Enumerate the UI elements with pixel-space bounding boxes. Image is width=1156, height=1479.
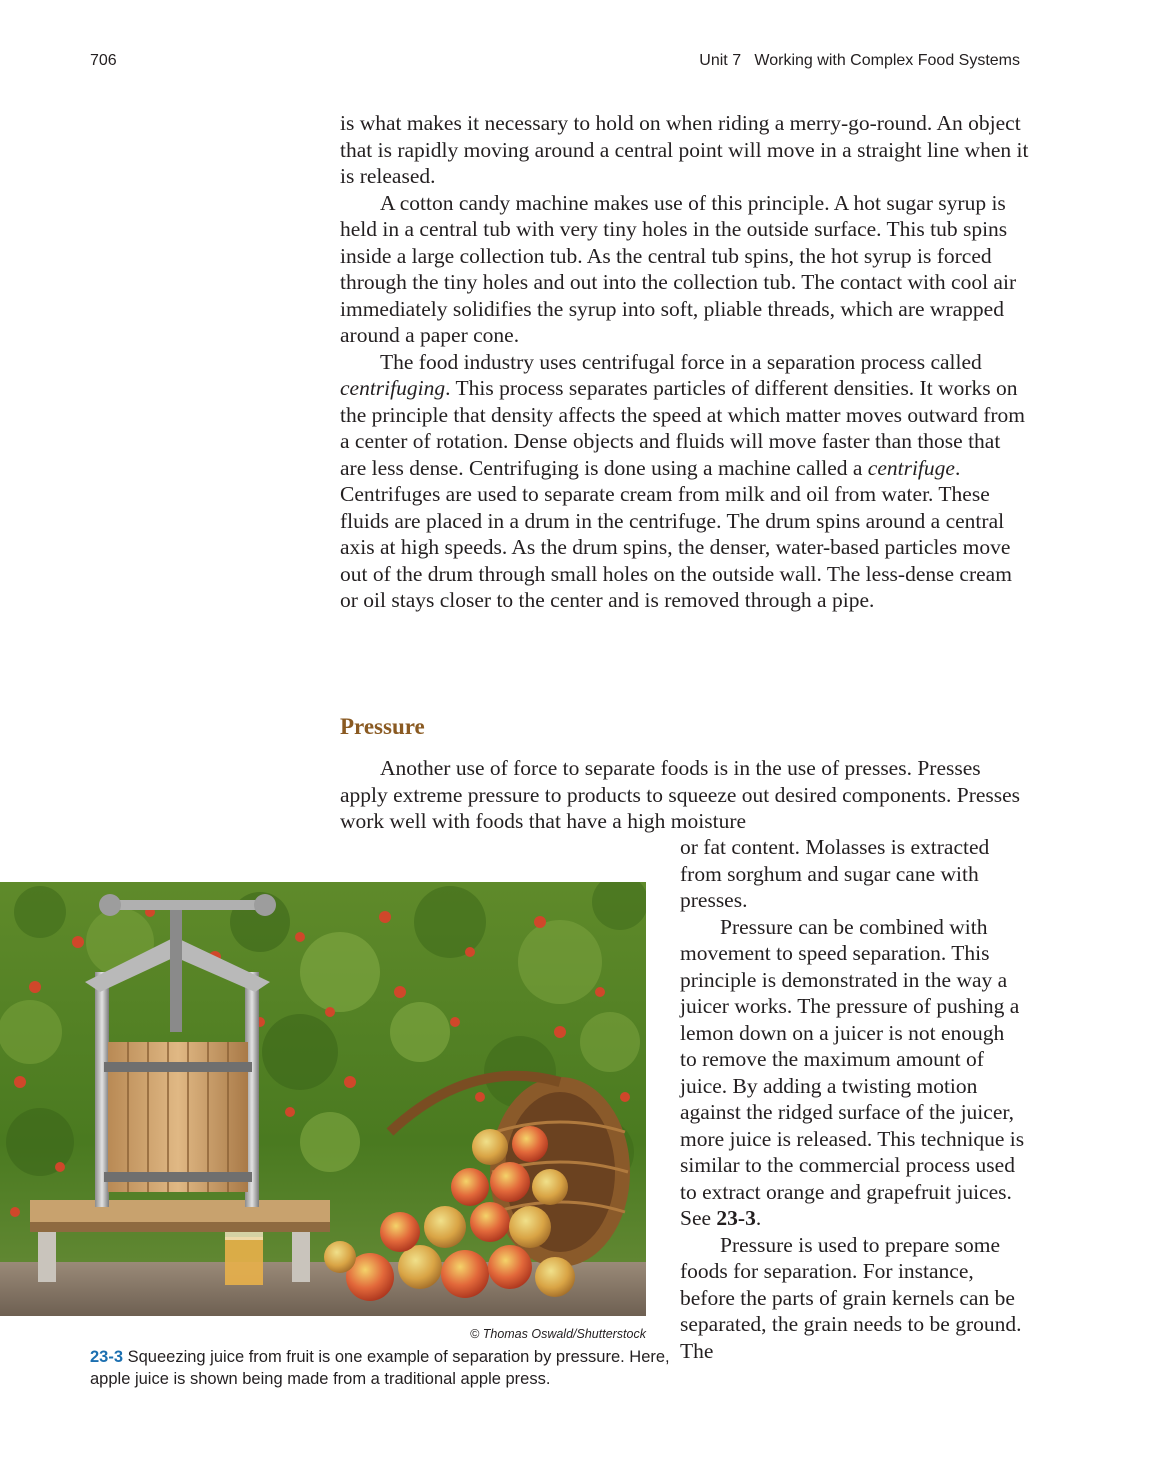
paragraph — [340, 349, 1030, 614]
running-title: Unit 7 Working with Complex Food Systems — [699, 52, 1020, 69]
term-centrifuge: centrifuge — [867, 455, 955, 480]
main-text-block — [340, 110, 1030, 614]
page-number: 706 — [90, 52, 117, 69]
paragraph: is what makes it necessary to hold on when riding a merry-go-round. An object that is rapidly moving around a central point will move in a straight line when it is released. — [340, 111, 1029, 188]
figure-caption — [90, 1346, 670, 1390]
caption-text: Squeezing juice from fruit is one example of separation by pressure. Here, apple juice is shown being made from a traditional apple press. — [90, 1348, 670, 1388]
paragraph: Another use of force to separate foods is in the use of presses. Presses apply extreme pressure to products to squeeze out desired components. Presses work well with foods that have a high moisture — [340, 756, 1021, 833]
wrap-text-column — [680, 834, 1025, 1364]
figure-number: 23-3 — [90, 1348, 124, 1366]
section-heading: Pressure — [340, 714, 425, 739]
figure-reference: 23-3 — [716, 1206, 756, 1230]
text-run: . Centrifuges are used to separate cream from milk and oil from water. These fluids are placed in a drum in the centrifuge. The drum spins around a central axis at high speeds. As the drum spins, the denser, water-based particles move out of the drum through small holes on the outside wall. The less-dense cream or oil stays closer to the center and is removed through a pipe. — [340, 455, 1012, 612]
text-run: The food industry uses centrifugal force in a separation process called — [380, 349, 982, 374]
paragraph: A cotton candy machine makes use of this principle. A hot sugar syrup is held in a central tub with very tiny holes in the outside surface. This tub spins inside a large collection tub. As the central tub spins, the hot syrup is forced through the tiny holes and out into the collection tub. The contact with cool air immediately solidifies the syrup into soft, pliable threads, which are wrapped around a paper cone. — [340, 190, 1017, 347]
paragraph — [680, 914, 1025, 1232]
pressure-intro — [340, 755, 1030, 835]
text-run: Pressure can be combined with movement to speed separation. This principle is demonstrated in the way a juicer works. The pressure of pushing a lemon down on a juicer is not enough to remove the maximum amount of juice. By adding a twisting motion against the ridged surface of the juicer, more juice is released. This technique is similar to the commercial process used to extract orange and grapefruit juices. See — [680, 914, 1025, 1230]
apple-press-photo — [0, 882, 646, 1316]
text-run: . — [755, 1206, 762, 1230]
paragraph: or fat content. Molasses is extracted from sorghum and sugar cane with presses. — [680, 835, 990, 912]
photo-credit: © Thomas Oswald/Shutterstock — [470, 1327, 646, 1341]
text-run: . This process separates particles of different densities. It works on the principle that density affects the speed at which matter moves outward from a center of rotation. Dense objects and fluids will move faster than those that are less dense. Centrifuging is done using a machine called a — [340, 376, 1025, 480]
term-centrifuging: centrifuging — [340, 376, 446, 400]
apple-press-illustration — [0, 882, 646, 1316]
paragraph: Pressure is used to prepare some foods for separation. For instance, before the parts of grain kernels can be separated, the grain needs to be ground. The — [680, 1232, 1022, 1363]
